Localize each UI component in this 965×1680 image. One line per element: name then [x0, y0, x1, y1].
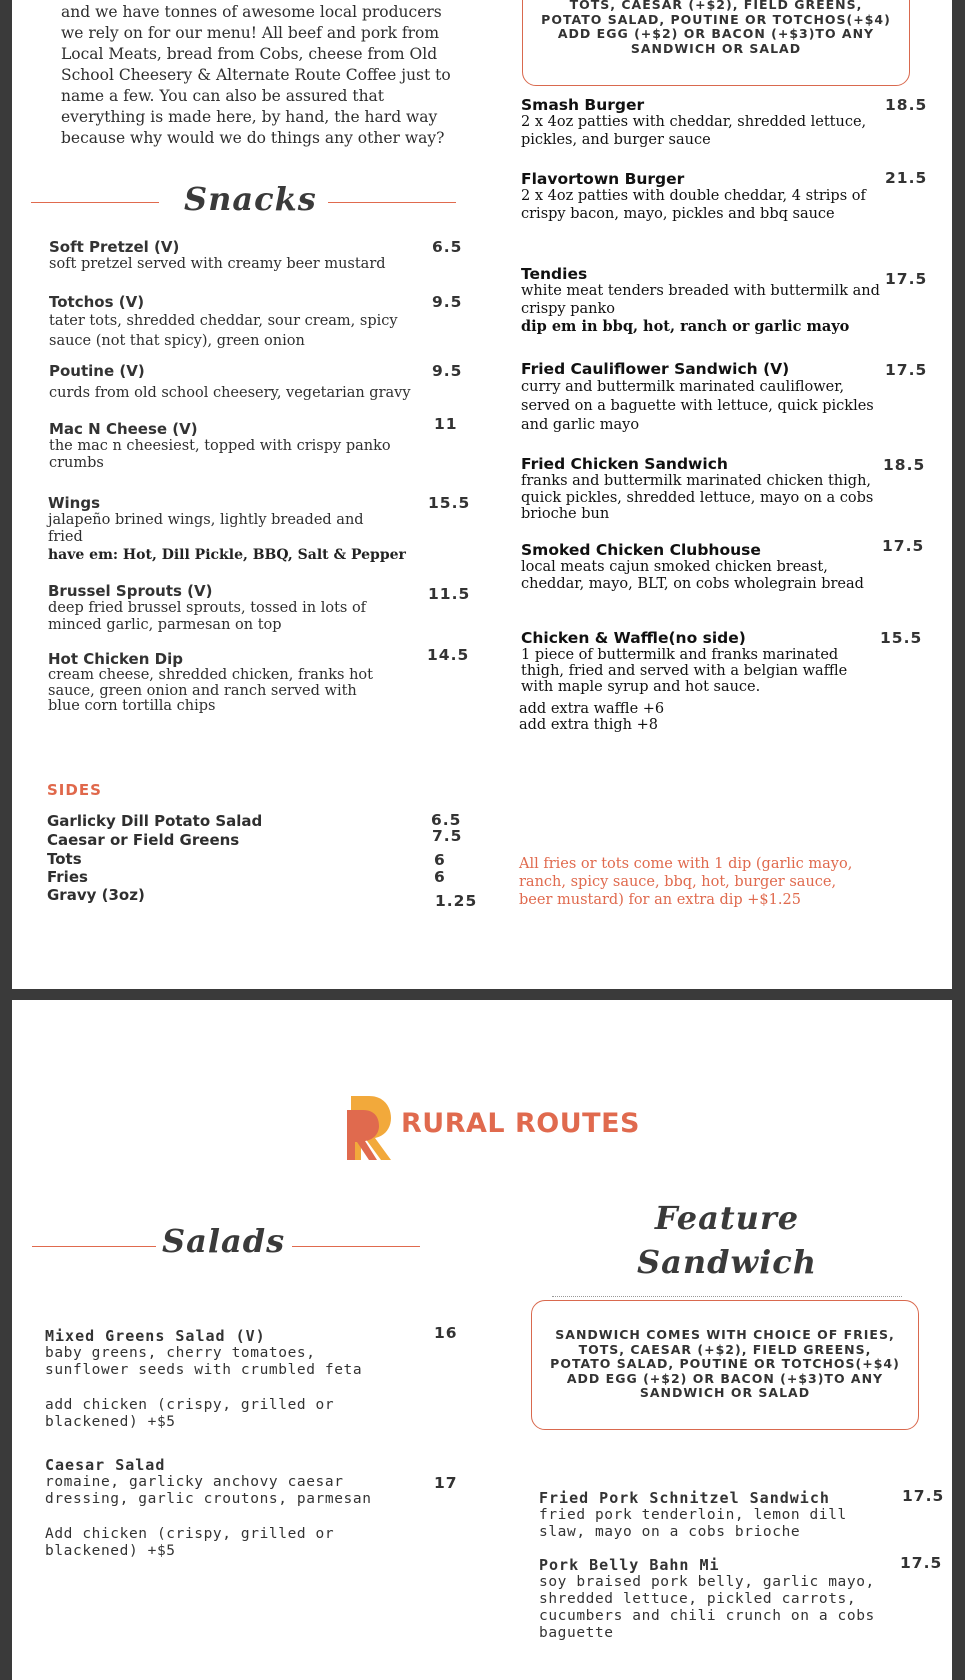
- item-price: 15.5: [880, 629, 923, 647]
- divider-line: [292, 1246, 420, 1247]
- item-desc: tater tots, shredded cheddar, sour cream, spicy sauce (not that spicy), green onion: [49, 313, 398, 349]
- menu-item: [521, 170, 871, 223]
- feature-heading-line: Feature: [654, 1199, 800, 1237]
- side-price: 6: [434, 851, 446, 869]
- item-desc: jalapeño brined wings, lightly breaded and fried: [48, 512, 364, 545]
- item-desc: soft pretzel served with creamy beer mustard: [49, 256, 386, 272]
- item-price: 17.5: [885, 270, 928, 288]
- side-price: 7.5: [432, 827, 463, 845]
- item-name: Fried Cauliflower Sandwich (V): [521, 360, 790, 378]
- item-addon: Add chicken (crispy, grilled or blackened) +$5: [45, 1526, 335, 1559]
- item-price: 14.5: [427, 646, 470, 664]
- side-name: Tots: [47, 850, 82, 868]
- item-desc: baby greens, cherry tomatoes, sunflower seeds with crumbled feta: [45, 1345, 363, 1378]
- item-price: 9.5: [432, 293, 463, 311]
- menu-item: [49, 238, 459, 273]
- logo-mark: [347, 1088, 395, 1162]
- menu-item: [49, 293, 419, 351]
- item-name: Caesar Salad: [45, 1456, 166, 1474]
- item-name: Pork Belly Bahn Mi: [539, 1556, 720, 1574]
- item-name: Mac N Cheese (V): [49, 420, 198, 438]
- item-price: 18.5: [883, 456, 926, 474]
- menu-item: [49, 362, 459, 402]
- item-name: Hot Chicken Dip: [48, 650, 183, 668]
- item-name: Brussel Sprouts (V): [48, 582, 213, 600]
- extra-item: add extra thigh +8: [519, 717, 658, 733]
- item-price: 17.5: [885, 361, 928, 379]
- feature-heading: [532, 1196, 922, 1284]
- item-desc: curds from old school cheesery, vegetarian gravy: [49, 385, 411, 401]
- feature-heading-line: Sandwich: [637, 1243, 817, 1281]
- item-desc: franks and buttermilk marinated chicken thigh, quick pickles, shredded lettuce, mayo on a cobs brioche bun: [521, 473, 874, 522]
- side-price: 6: [434, 868, 446, 886]
- menu-item: [539, 1489, 879, 1541]
- sides-heading: SIDES: [47, 781, 102, 799]
- feature-info-box: [531, 1300, 919, 1430]
- item-price: 16: [434, 1324, 458, 1342]
- item-name: Fried Pork Schnitzel Sandwich: [539, 1489, 830, 1507]
- item-price: 17.5: [900, 1554, 943, 1572]
- item-price: 17.5: [902, 1487, 945, 1505]
- item-name: Wings: [48, 494, 101, 512]
- menu-item: [521, 96, 871, 149]
- menu-item: [48, 494, 406, 564]
- item-price: 9.5: [432, 362, 463, 380]
- logo-text: RURAL ROUTES: [401, 1108, 640, 1139]
- dip-note: All fries or tots come with 1 dip (garlic mayo, ranch, spicy sauce, bbq, hot, burger sauce, beer mustard) for an extra dip +$1.25: [519, 856, 853, 908]
- item-name: Tendies: [521, 265, 588, 283]
- divider-line: [328, 202, 456, 203]
- item-addon: add chicken (crispy, grilled or blackened) +$5: [45, 1397, 335, 1430]
- item-desc: local meats cajun smoked chicken breast, cheddar, mayo, BLT, on cobs wholegrain bread: [521, 559, 864, 592]
- menu-item: [45, 1456, 405, 1560]
- item-desc: cream cheese, shredded chicken, franks hot sauce, green onion and ranch served with blue corn tortilla chips: [48, 667, 373, 714]
- item-name: Totchos (V): [49, 293, 145, 311]
- divider-line: [31, 202, 159, 203]
- menu-item: [521, 541, 866, 592]
- item-note: have em: Hot, Dill Pickle, BBQ, Salt & Pepper: [48, 547, 406, 563]
- menu-item: [521, 265, 881, 336]
- item-name: Soft Pretzel (V): [49, 238, 180, 256]
- item-price: 17: [434, 1474, 458, 1492]
- side-name: Caesar or Field Greens: [47, 831, 240, 849]
- divider-dotted: [552, 1296, 902, 1297]
- item-desc: 1 piece of buttermilk and franks marinated thigh, fried and served with a belgian waffle with maple syrup and hot sauce.: [521, 647, 848, 695]
- extras-list: [519, 701, 664, 733]
- item-desc: 2 x 4oz patties with double cheddar, 4 strips of crispy bacon, mayo, pickles and bbq sauce: [521, 188, 866, 222]
- side-price: 6.5: [431, 811, 462, 829]
- item-name: Mixed Greens Salad (V): [45, 1327, 266, 1345]
- menu-item: [539, 1556, 889, 1642]
- side-name: Gravy (3oz): [47, 886, 145, 904]
- intro-paragraph: and we have tonnes of awesome local producers we rely on for our menu! All beef and pork from Local Meats, bread from Cobs, cheese from Old School Cheesery & Alternate Route Coffee just to name a few. You can also be assured that everything is made here, by hand, the hard way because why would we do things any other way?: [61, 3, 451, 147]
- item-note: dip em in bbq, hot, ranch or garlic mayo: [521, 318, 850, 335]
- divider-line: [32, 1246, 156, 1247]
- sides-info-text: TOTS, CAESAR (+$2), FIELD GREENS, POTATO SALAD, POUTINE OR TOTCHOS(+$4) ADD EGG (+$2) OR BACON (+$3)TO ANY SANDWICH OR SALAD: [541, 0, 891, 56]
- item-name: Fried Chicken Sandwich: [521, 455, 728, 473]
- menu-item: [45, 1327, 405, 1431]
- sides-info-box: [522, 0, 910, 86]
- item-desc: the mac n cheesiest, topped with crispy panko crumbs: [49, 438, 391, 471]
- item-price: 21.5: [885, 169, 928, 187]
- item-desc: romaine, garlicky anchovy caesar dressing, garlic croutons, parmesan: [45, 1474, 372, 1507]
- item-name: Flavortown Burger: [521, 170, 685, 188]
- salads-heading: Salads: [162, 1222, 286, 1260]
- feature-info-text: SANDWICH COMES WITH CHOICE OF FRIES, TOTS, CAESAR (+$2), FIELD GREENS, POTATO SALAD, POUTINE OR TOTCHOS(+$4) ADD EGG (+$2) OR BACON (+$3)TO ANY SANDWICH OR SALAD: [550, 1327, 900, 1400]
- item-price: 11.5: [428, 585, 471, 603]
- side-name: Fries: [47, 868, 88, 886]
- item-price: 6.5: [432, 238, 463, 256]
- menu-item: [49, 420, 419, 472]
- item-desc: soy braised pork belly, garlic mayo, shredded lettuce, pickled carrots, cucumbers and chili crunch on a cobs baguette: [539, 1574, 875, 1641]
- menu-item: [521, 360, 881, 435]
- side-name: Garlicky Dill Potato Salad: [47, 812, 263, 830]
- item-name: Chicken & Waffle(no side): [521, 629, 746, 647]
- item-desc: fried pork tenderloin, lemon dill slaw, mayo on a cobs brioche: [539, 1507, 847, 1540]
- snacks-heading: Snacks: [184, 180, 317, 218]
- item-price: 15.5: [428, 494, 471, 512]
- item-desc: deep fried brussel sprouts, tossed in lots of minced garlic, parmesan on top: [48, 600, 367, 633]
- menu-item: [48, 582, 388, 634]
- item-price: 11: [434, 415, 458, 433]
- item-name: Smoked Chicken Clubhouse: [521, 541, 761, 559]
- item-name: Poutine (V): [49, 362, 145, 380]
- menu-page-1: [12, 0, 952, 989]
- menu-item: [521, 629, 866, 695]
- item-name: Smash Burger: [521, 96, 645, 114]
- item-desc: white meat tenders breaded with buttermilk and crispy panko: [521, 283, 880, 317]
- item-desc: curry and buttermilk marinated cauliflower, served on a baguette with lettuce, quick pickles and garlic mayo: [521, 379, 874, 433]
- side-price: 1.25: [435, 892, 478, 910]
- menu-page-2: [12, 1000, 952, 1680]
- menu-item: [521, 455, 881, 523]
- item-desc: 2 x 4oz patties with cheddar, shredded lettuce, pickles, and burger sauce: [521, 114, 867, 148]
- item-price: 18.5: [885, 96, 928, 114]
- extra-item: add extra waffle +6: [519, 701, 665, 717]
- item-price: 17.5: [882, 537, 925, 555]
- menu-item: [48, 650, 388, 715]
